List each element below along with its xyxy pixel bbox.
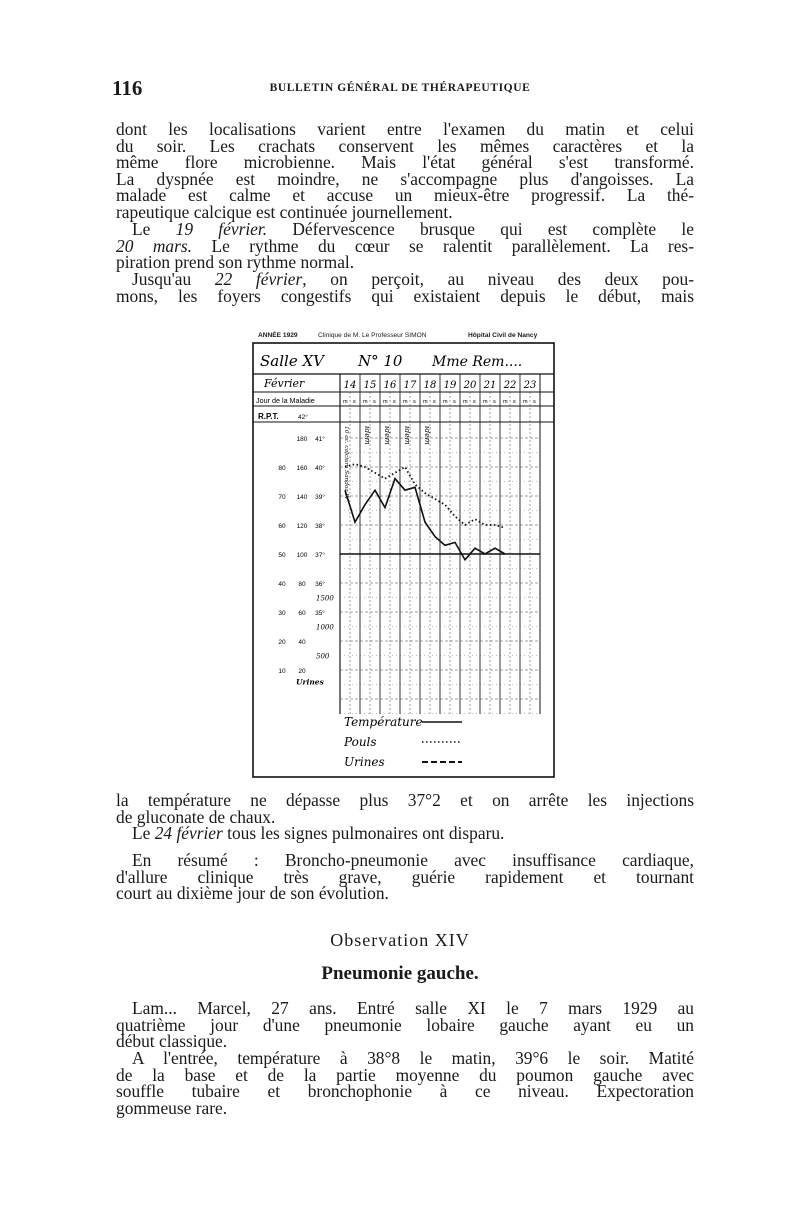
paragraph-6 bbox=[116, 1000, 694, 1050]
ms-label: m bbox=[503, 399, 508, 405]
pouls-scale-label: 180 bbox=[296, 436, 308, 443]
figure-caption-clinic: Clinique de M. Le Professeur SIMON bbox=[318, 332, 427, 339]
text-line: mons, les foyers congestifs qui existaient depuis le début, mais bbox=[116, 285, 694, 306]
text-line bbox=[116, 825, 694, 842]
pouls-scale-label: 20 bbox=[298, 668, 306, 675]
date-italic: 20 mars. bbox=[116, 235, 192, 256]
urines-axis-label: Urines bbox=[296, 677, 324, 687]
temp-scale-label: 39° bbox=[315, 494, 325, 501]
ms-label: s bbox=[373, 399, 376, 405]
injection-note: 10 cc. calcium Sandoz IV bbox=[343, 426, 349, 500]
day-label: 21 bbox=[483, 380, 497, 391]
text-line: A l'entrée, température à 38°8 le matin, 39°6 le soir. Matité bbox=[132, 1048, 694, 1068]
paragraph-7 bbox=[116, 1050, 694, 1116]
injection-note: idem bbox=[383, 426, 392, 445]
temp-scale-label: 40° bbox=[315, 465, 325, 472]
ms-label: s bbox=[453, 399, 456, 405]
text-fragment: tous les signes pulmonaires ont disparu. bbox=[222, 823, 505, 844]
text-line: gommeuse rare. bbox=[116, 1097, 228, 1118]
text-line: du soir. Les crachats conservent les mêmes caractères et la bbox=[116, 135, 694, 156]
paragraph-4 bbox=[116, 792, 694, 842]
text-line: d'allure clinique très grave, guérie rapidement et tournant bbox=[116, 866, 694, 887]
ms-label: m bbox=[343, 399, 348, 405]
paragraph-1 bbox=[116, 121, 694, 221]
pouls-scale-label: 140 bbox=[296, 494, 308, 501]
observation-title: Pneumonie gauche. bbox=[321, 963, 479, 984]
ms-label: s bbox=[473, 399, 476, 405]
ms-label: s bbox=[353, 399, 356, 405]
text-line: Lam... Marcel, 27 ans. Entré salle XI le 7 mars 1929 au bbox=[132, 998, 694, 1018]
pouls-scale-label: 70 bbox=[278, 494, 286, 501]
rpt-label: R.P.T. bbox=[258, 412, 279, 421]
ms-label: m bbox=[523, 399, 528, 405]
day-label: 20 bbox=[463, 380, 477, 391]
pouls-scale-label: 60 bbox=[278, 523, 286, 530]
pouls-scale-label: 100 bbox=[296, 552, 308, 559]
temperature-chart bbox=[252, 342, 556, 780]
ms-label: m bbox=[443, 399, 448, 405]
month-label: Février bbox=[264, 377, 305, 390]
text-line: la température ne dépasse plus 37°2 et on arrête les injections bbox=[116, 790, 694, 810]
paragraph-2 bbox=[116, 221, 694, 271]
text-fragment: , on perçoit, au niveau des deux pou- bbox=[302, 269, 694, 289]
injection-note: idem bbox=[403, 426, 412, 445]
text-fragment: Défervescence brusque qui est complète le bbox=[267, 219, 694, 239]
legend-label: Pouls bbox=[344, 735, 377, 749]
legend-label: Température bbox=[344, 715, 423, 729]
injection-note: idem bbox=[363, 426, 372, 445]
numero-label: N° 10 bbox=[358, 352, 403, 370]
temp-scale-label: 41° bbox=[315, 436, 325, 443]
temperature-line bbox=[345, 479, 505, 560]
text-fragment: Le rythme du cœur se ralentit parallèlement. La res- bbox=[192, 235, 694, 256]
rpt-temp-label: 42° bbox=[298, 414, 308, 421]
date-italic: 24 février bbox=[154, 823, 223, 844]
chart-frame bbox=[253, 343, 554, 777]
ms-label: m bbox=[403, 399, 408, 405]
text-line: rapeutique calcique est continuée journellement. bbox=[116, 201, 453, 222]
urine-volume-label: 1000 bbox=[316, 623, 334, 632]
ms-label: s bbox=[393, 399, 396, 405]
day-label: 14 bbox=[343, 380, 357, 391]
text-fragment: Le bbox=[132, 823, 155, 844]
ms-label: s bbox=[533, 399, 536, 405]
ms-label: m bbox=[423, 399, 428, 405]
text-line: début classique. bbox=[116, 1031, 228, 1052]
text-line: court au dixième jour de son évolution. bbox=[116, 883, 389, 904]
ms-label: m bbox=[483, 399, 488, 405]
ms-label: m bbox=[363, 399, 368, 405]
observation-heading: Observation XIV bbox=[330, 930, 470, 950]
text-line: de gluconate de chaux. bbox=[116, 806, 276, 827]
temp-scale-label: 35° bbox=[315, 610, 325, 617]
ms-label: s bbox=[513, 399, 516, 405]
page-number: 116 bbox=[112, 76, 143, 100]
pouls-scale-label: 80 bbox=[298, 581, 306, 588]
text-fragment: Le bbox=[132, 219, 176, 239]
jour-label: Jour de la Maladie bbox=[256, 396, 315, 405]
text-line: La dyspnée est moindre, ne s'accompagne plus d'angoisses. La bbox=[116, 168, 694, 189]
text-line: quatrième jour d'une pneumonie lobaire gauche ayant eu un bbox=[116, 1014, 694, 1035]
pouls-scale-label: 10 bbox=[278, 668, 286, 675]
pouls-scale-label: 30 bbox=[278, 610, 286, 617]
day-label: 19 bbox=[443, 380, 457, 391]
day-label: 23 bbox=[523, 380, 537, 391]
paragraph-5 bbox=[116, 852, 694, 902]
pouls-scale-label: 120 bbox=[296, 523, 308, 530]
legend-label: Urines bbox=[344, 755, 385, 769]
day-label: 22 bbox=[503, 380, 517, 391]
salle-label: Salle XV bbox=[260, 352, 324, 370]
pouls-scale-label: 40 bbox=[298, 639, 306, 646]
text-line: dont les localisations varient entre l'examen du matin et celui bbox=[116, 119, 694, 139]
ms-label: s bbox=[433, 399, 436, 405]
urine-volume-label: 1500 bbox=[316, 594, 334, 603]
figure-caption-year: ANNÉE 1929 bbox=[258, 332, 298, 339]
pouls-scale-label: 20 bbox=[278, 639, 286, 646]
day-label: 15 bbox=[363, 380, 377, 391]
injection-note: idem bbox=[423, 426, 432, 445]
pouls-scale-label: 160 bbox=[296, 465, 308, 472]
patient-label: Mme Rem.... bbox=[432, 354, 523, 370]
text-fragment: Jusqu'au bbox=[132, 269, 215, 289]
temp-scale-label: 38° bbox=[315, 523, 325, 530]
date-italic: 22 février bbox=[214, 269, 303, 289]
running-head: BULLETIN GÉNÉRAL DE THÉRAPEUTIQUE bbox=[269, 82, 531, 94]
text-line: de la base et de la partie moyenne du poumon gauche avec bbox=[116, 1064, 694, 1085]
text-line: malade est calme et accuse un mieux-être progressif. La thé- bbox=[116, 185, 694, 206]
urine-volume-label: 500 bbox=[316, 652, 330, 661]
text-line: souffle tubaire et bronchophonie à ce niveau. Expectoration bbox=[116, 1081, 694, 1102]
day-label: 18 bbox=[423, 380, 437, 391]
text-line: piration prend son rythme normal. bbox=[116, 252, 355, 273]
temp-scale-label: 37° bbox=[315, 552, 325, 559]
pouls-scale-label: 60 bbox=[298, 610, 306, 617]
day-label: 16 bbox=[383, 380, 397, 391]
day-label: 17 bbox=[403, 380, 417, 391]
date-italic: 19 février. bbox=[175, 219, 268, 239]
ms-label: s bbox=[413, 399, 416, 405]
paragraph-3 bbox=[116, 271, 694, 304]
ms-label: m bbox=[383, 399, 388, 405]
pouls-scale-label: 40 bbox=[278, 581, 286, 588]
pouls-scale-label: 80 bbox=[278, 465, 286, 472]
figure-caption-hospital: Hôpital Civil de Nancy bbox=[468, 332, 538, 339]
ms-label: s bbox=[493, 399, 496, 405]
temp-scale-label: 36° bbox=[315, 581, 325, 588]
text-line: même flore microbienne. Mais l'état général s'est transformé. bbox=[116, 152, 694, 173]
pouls-scale-label: 50 bbox=[278, 552, 286, 559]
ms-label: m bbox=[463, 399, 468, 405]
text-line: En résumé : Broncho-pneumonie avec insuffisance cardiaque, bbox=[132, 850, 694, 870]
